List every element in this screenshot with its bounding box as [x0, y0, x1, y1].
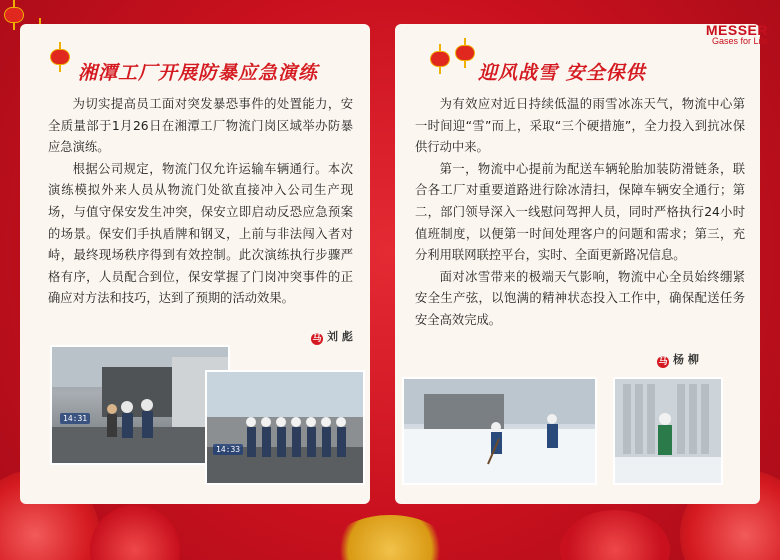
- photo-time-stamp: 14:31: [60, 413, 90, 424]
- flower-decoration: [90, 505, 180, 560]
- snow-clearing-photo: [402, 377, 597, 485]
- article-body: [48, 94, 353, 310]
- article-body: [415, 94, 745, 332]
- drill-photo-group: [205, 370, 365, 485]
- drill-scene-illustration: [52, 347, 228, 463]
- article-title: 迎风战雪 安全保供: [478, 62, 646, 84]
- truck-chain-photo: [613, 377, 723, 485]
- messer-logo: [706, 22, 768, 46]
- lantern-icon: [430, 44, 450, 74]
- paragraph: 第一，物流中心提前为配送车辆轮胎加装防滑链条，联合各工厂对重要道路进行除冰清扫，保障车辆安全通行；第二，部门领导深入一线慰问驾押人员，同时严格执行24小时值班制度，以便第一时间处理客户的问题和需求；第三，充分利用联网联控平台，实时、全面更新路况信息。: [415, 161, 745, 263]
- photo-time-stamp: 14:33: [213, 444, 243, 455]
- paragraph: 面对冰雪带来的极端天气影响，物流中心全员始终绷紧安全生产弦，以饱满的精神状态投入工作中，确保配送任务安全高效完成。: [415, 269, 745, 327]
- snow-scene-illustration: [404, 379, 595, 483]
- paragraph: 为切实提高员工面对突发暴恐事件的处置能力，安全质量部于1月26日在湘潭工厂物流门岗区域举办防暴应急演练。: [48, 97, 353, 155]
- group-scene-illustration: [207, 372, 363, 483]
- paragraph: 根据公司规定，物流门仅允许运输车辆通行。本次演练模拟外来人员从物流门处欲直接冲入公司生产现场，与值守保安发生冲突，保安立即启动反恐应急预案的场景。保安们手执盾牌和钢叉，上前与非法闯入者对峙，最终现场秩序得到有效控制。此次演练执行步骤严格有序，人员配合到位，保安掌握了门岗冲突事件的正确应对方法和技巧，达到了预期的活动效果。: [48, 161, 353, 306]
- author-badge-icon: 马: [658, 357, 668, 367]
- drill-photo-gate: [50, 345, 230, 465]
- cloud-decoration: [330, 515, 450, 560]
- author-byline: [657, 351, 699, 368]
- logo-tagline: Gases for Life: [711, 36, 768, 46]
- lantern-icon: [455, 38, 475, 68]
- logo-brand: MESSER: [705, 22, 768, 38]
- article-title: 湘潭工厂开展防暴应急演练: [78, 62, 319, 84]
- author-name: 杨 柳: [673, 353, 699, 366]
- flower-decoration: [560, 510, 670, 560]
- author-byline: [311, 328, 353, 345]
- lantern-icon: [50, 42, 70, 72]
- truck-scene-illustration: [615, 379, 721, 483]
- author-name: 刘 彪: [327, 330, 353, 343]
- author-badge-icon: 马: [312, 334, 322, 344]
- paragraph: 为有效应对近日持续低温的雨雪冰冻天气，物流中心第一时间迎“雪”而上，采取“三个硬措施”，全力投入到抗冰保供行动中来。: [415, 97, 745, 155]
